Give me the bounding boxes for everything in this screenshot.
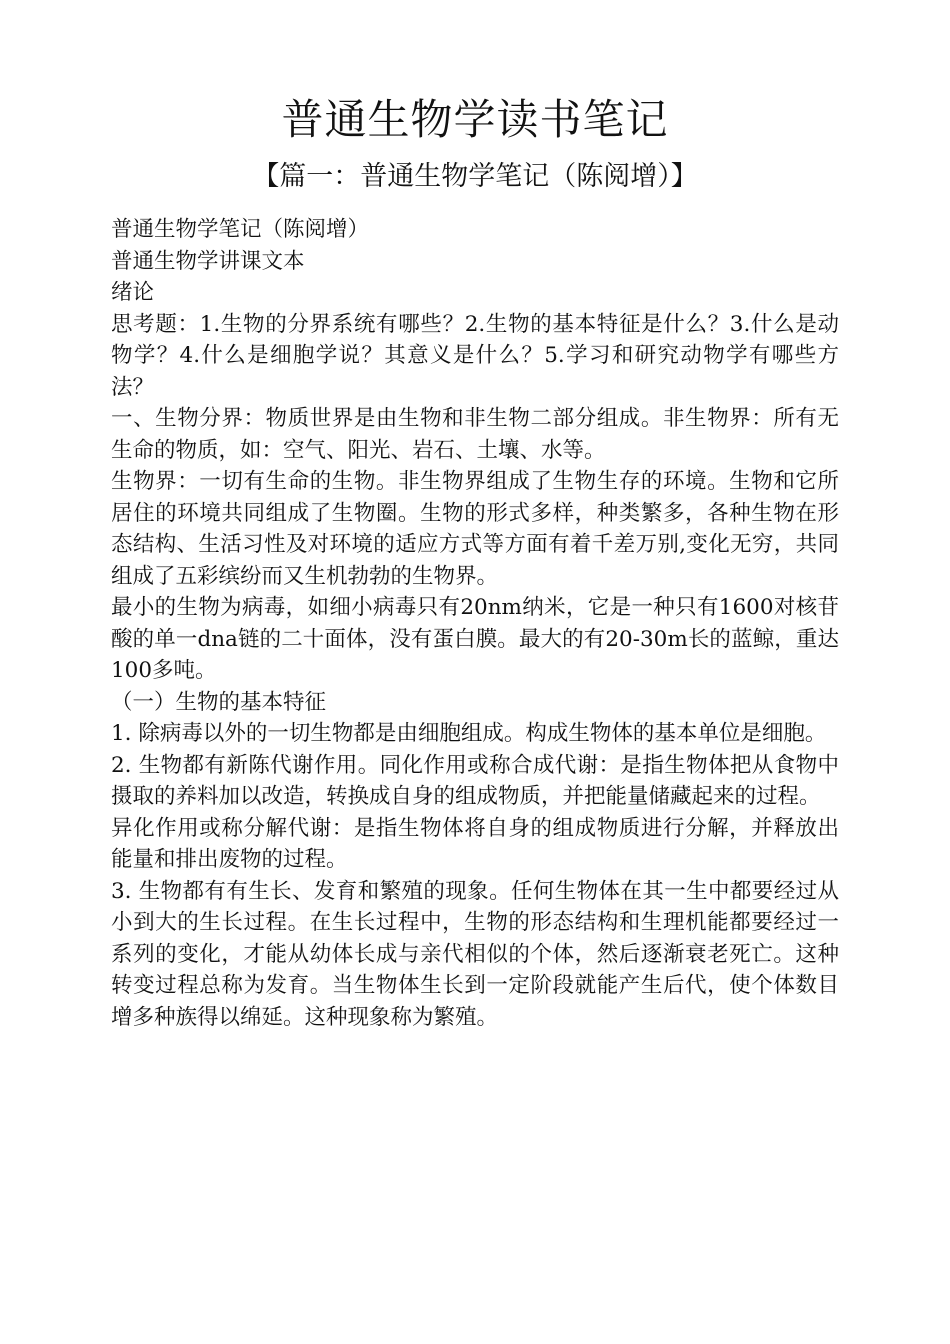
paragraph: 异化作用或称分解代谢：是指生物体将自身的组成物质进行分解，并释放出能量和排出废物的过程。: [111, 815, 839, 872]
paragraph: 生物界：一切有生命的生物。非生物界组成了生物生存的环境。生物和它所居住的环境共同组成了生物圈。生物的形式多样，种类繁多，各种生物在形态结构、生活习性及对环境的适应方式等方面有着千差万别,变化无穷，共同组成了五彩缤纷而又生机勃勃的生物界。: [111, 469, 839, 589]
paragraph: 1. 除病毒以外的一切生物都是由细胞组成。构成生物体的基本单位是细胞。: [111, 721, 827, 746]
section-heading: 绪论: [111, 280, 155, 305]
paragraph: 3. 生物都有有生长、发育和繁殖的现象。任何生物体在其一生中都要经过从小到大的生长过程。在生长过程中，生物的形态结构和生理机能都要经过一系列的变化，才能从幼体长成与亲代相似的个体，然后逐渐衰老死亡。这种转变过程总称为发育。当生物体生长到一定阶段就能产生后代，使个体数目增多种族得以绵延。这种现象称为繁殖。: [111, 878, 839, 1030]
paragraph: 普通生物学笔记（陈阅增）: [111, 217, 370, 242]
subsection-heading: （一）生物的基本特征: [111, 689, 327, 715]
paragraph: 最小的生物为病毒，如细小病毒只有20nm纳米，它是一种只有1600对核苷酸的单一dna链的二十面体，没有蛋白膜。最大的有20-30m长的蓝鲸，重达100多吨。: [111, 595, 839, 683]
paragraph: 普通生物学讲课文本: [111, 248, 305, 274]
document-subtitle: 【篇一：普通生物学笔记（陈阅增）】: [252, 161, 698, 192]
paragraph: 一、生物分界：物质世界是由生物和非生物二部分组成。非生物界：所有无生命的物质，如：空气、阳光、岩石、土壤、水等。: [111, 406, 839, 463]
paragraph: 思考题：1.生物的分界系统有哪些？2.生物的基本特征是什么？3.什么是动物学？4.什么是细胞学说？其意义是什么？5.学习和研究动物学有哪些方法？: [111, 311, 839, 400]
document-title: 普通生物学读书笔记: [281, 95, 669, 144]
paragraph: 2. 生物都有新陈代谢作用。同化作用或称合成代谢：是指生物体把从食物中摄取的养料加以改造，转换成自身的组成物质，并把能量储藏起来的过程。: [111, 752, 839, 809]
document-body: [111, 214, 839, 1033]
